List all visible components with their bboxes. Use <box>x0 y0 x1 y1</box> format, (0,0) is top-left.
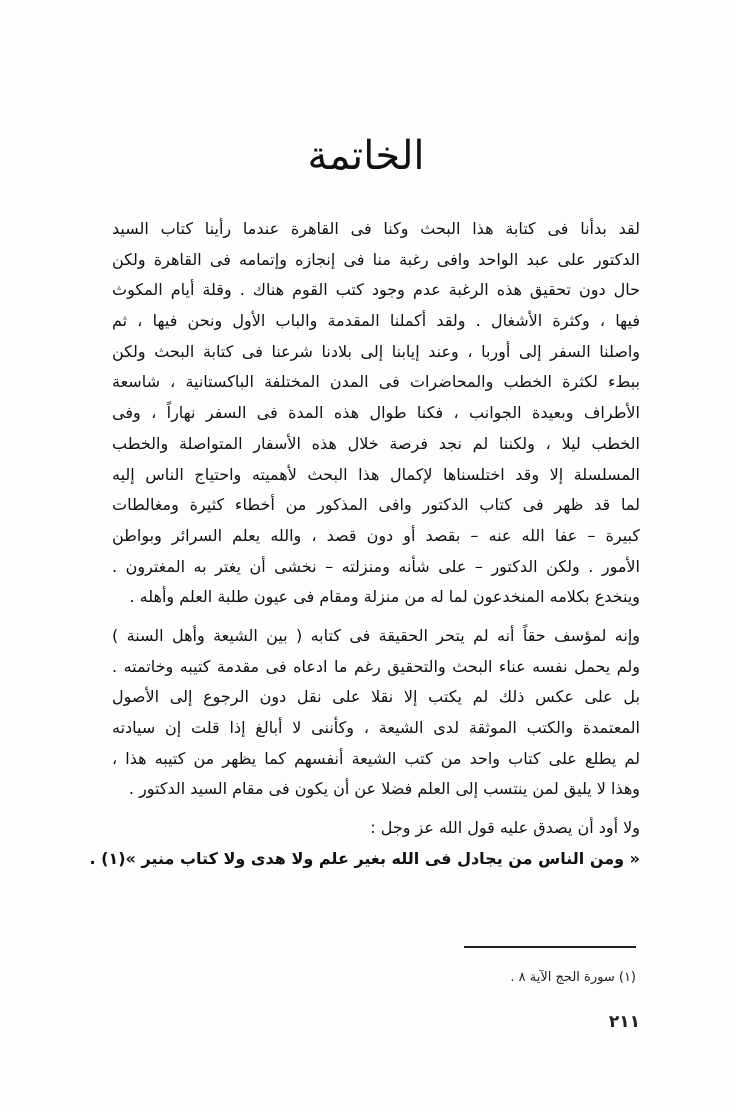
text-line: واصلنا السفر إلى أوربا ، وعند إيابنا إلى بلادنا شرعنا فى كتابة البحث ولكن <box>112 341 640 361</box>
text-line: وهذا لا يليق لمن ينتسب إلى العلم فضلا عن أن يكون فى مقام السيد الدكتور . <box>128 779 640 799</box>
text-line: وإنه لمؤسف حقاً أنه لم يتحر الحقيقة فى كتابه ( بين الشيعة وأهل السنة ) <box>112 625 640 645</box>
text-line: الأطراف وبعيدة الجوانب ، فكنا طوال هذه المدة فى السفر نهاراً ، وفى <box>112 403 640 423</box>
text-line: فيها ، وكثرة الأشغال . ولقد أكملنا المقدمة والباب الأول ونحن فيها ، ثم <box>112 311 640 331</box>
paragraph-gap <box>112 613 640 621</box>
text-line: بل على عكس ذلك لم يكتب إلا نقلا على نقل دون الرجوع إلى الأصول <box>112 687 640 707</box>
text-line: الدكتور على عبد الواحد وافى رغبة منا فى إنجازه وإتمامه فى القاهرة ولكن <box>112 249 640 269</box>
text-line: كبيرة – عفا الله عنه – بقصد أو دون قصد ، والله يعلم السرائر وبواطن <box>112 525 640 545</box>
body-text <box>89 214 640 874</box>
footnote: (١) سورة الحج الآية ٨ . <box>510 970 636 985</box>
paragraph-2 <box>112 621 640 805</box>
paragraph-3 <box>89 813 640 874</box>
text-line: المسلسلة إلا وقد اختلسناها لإكمال هذا البحث لأهميته واحتياج الناس إليه <box>112 464 640 484</box>
footnote-divider <box>464 946 636 948</box>
page-number: ٢١١ <box>608 1012 640 1032</box>
text-line: الأمور . ولكن الدكتور – على شأنه ومنزلته – نخشى أن يغتر به المغترون . <box>112 556 640 576</box>
text-line: الخطب ليلا ، ولكننا لم نجد فرصة خلال هذه الأسفار المتواصلة والخطب <box>112 433 640 453</box>
text-line: حال دون تحقيق هذه الرغبة عدم وجود كتب القوم هناك . وقلة أيام المكوث <box>112 280 640 300</box>
quran-verse: « ومن الناس من يجادل فى الله بغير علم ولا هدى ولا كتاب منير »(١) . <box>89 848 640 868</box>
text-line: ببطء لكثرة الخطب والمحاضرات فى المدن المختلفة الباكستانية ، شاسعة <box>112 372 640 392</box>
text-line: وينخدع بكلامه المنخدعون لما له من منزلة ومقام فى عيون طلبة العلم وأهله . <box>129 587 640 607</box>
text-line: لم يطلع على كتاب واحد من كتب الشيعة أنفسهم كما يظهر من كتيبه هذا ، <box>112 748 640 768</box>
page-title: الخاتمة <box>307 133 425 179</box>
text-line: المعتمدة والكتب الموثقة لدى الشيعة ، وكأننى لا أبالغ إذا قلت إن سيادته <box>112 718 640 737</box>
paragraph-1 <box>112 214 640 613</box>
text-line: ولم يحمل نفسه عناء البحث والتحقيق رغم ما ادعاه فى مقدمة كتيبه وخاتمته . <box>112 656 640 676</box>
text-line: لقد بدأنا فى كتابة هذا البحث وكنا فى القاهرة عندما رأينا كتاب السيد <box>112 219 640 238</box>
paragraph-gap <box>112 805 640 813</box>
text-line: لما قد ظهر فى كتاب الدكتور وافى المذكور من أخطاء كثيرة ومغالطات <box>112 495 640 515</box>
text-line: ولا أود أن يصدق عليه قول الله عز وجل : <box>370 818 640 838</box>
